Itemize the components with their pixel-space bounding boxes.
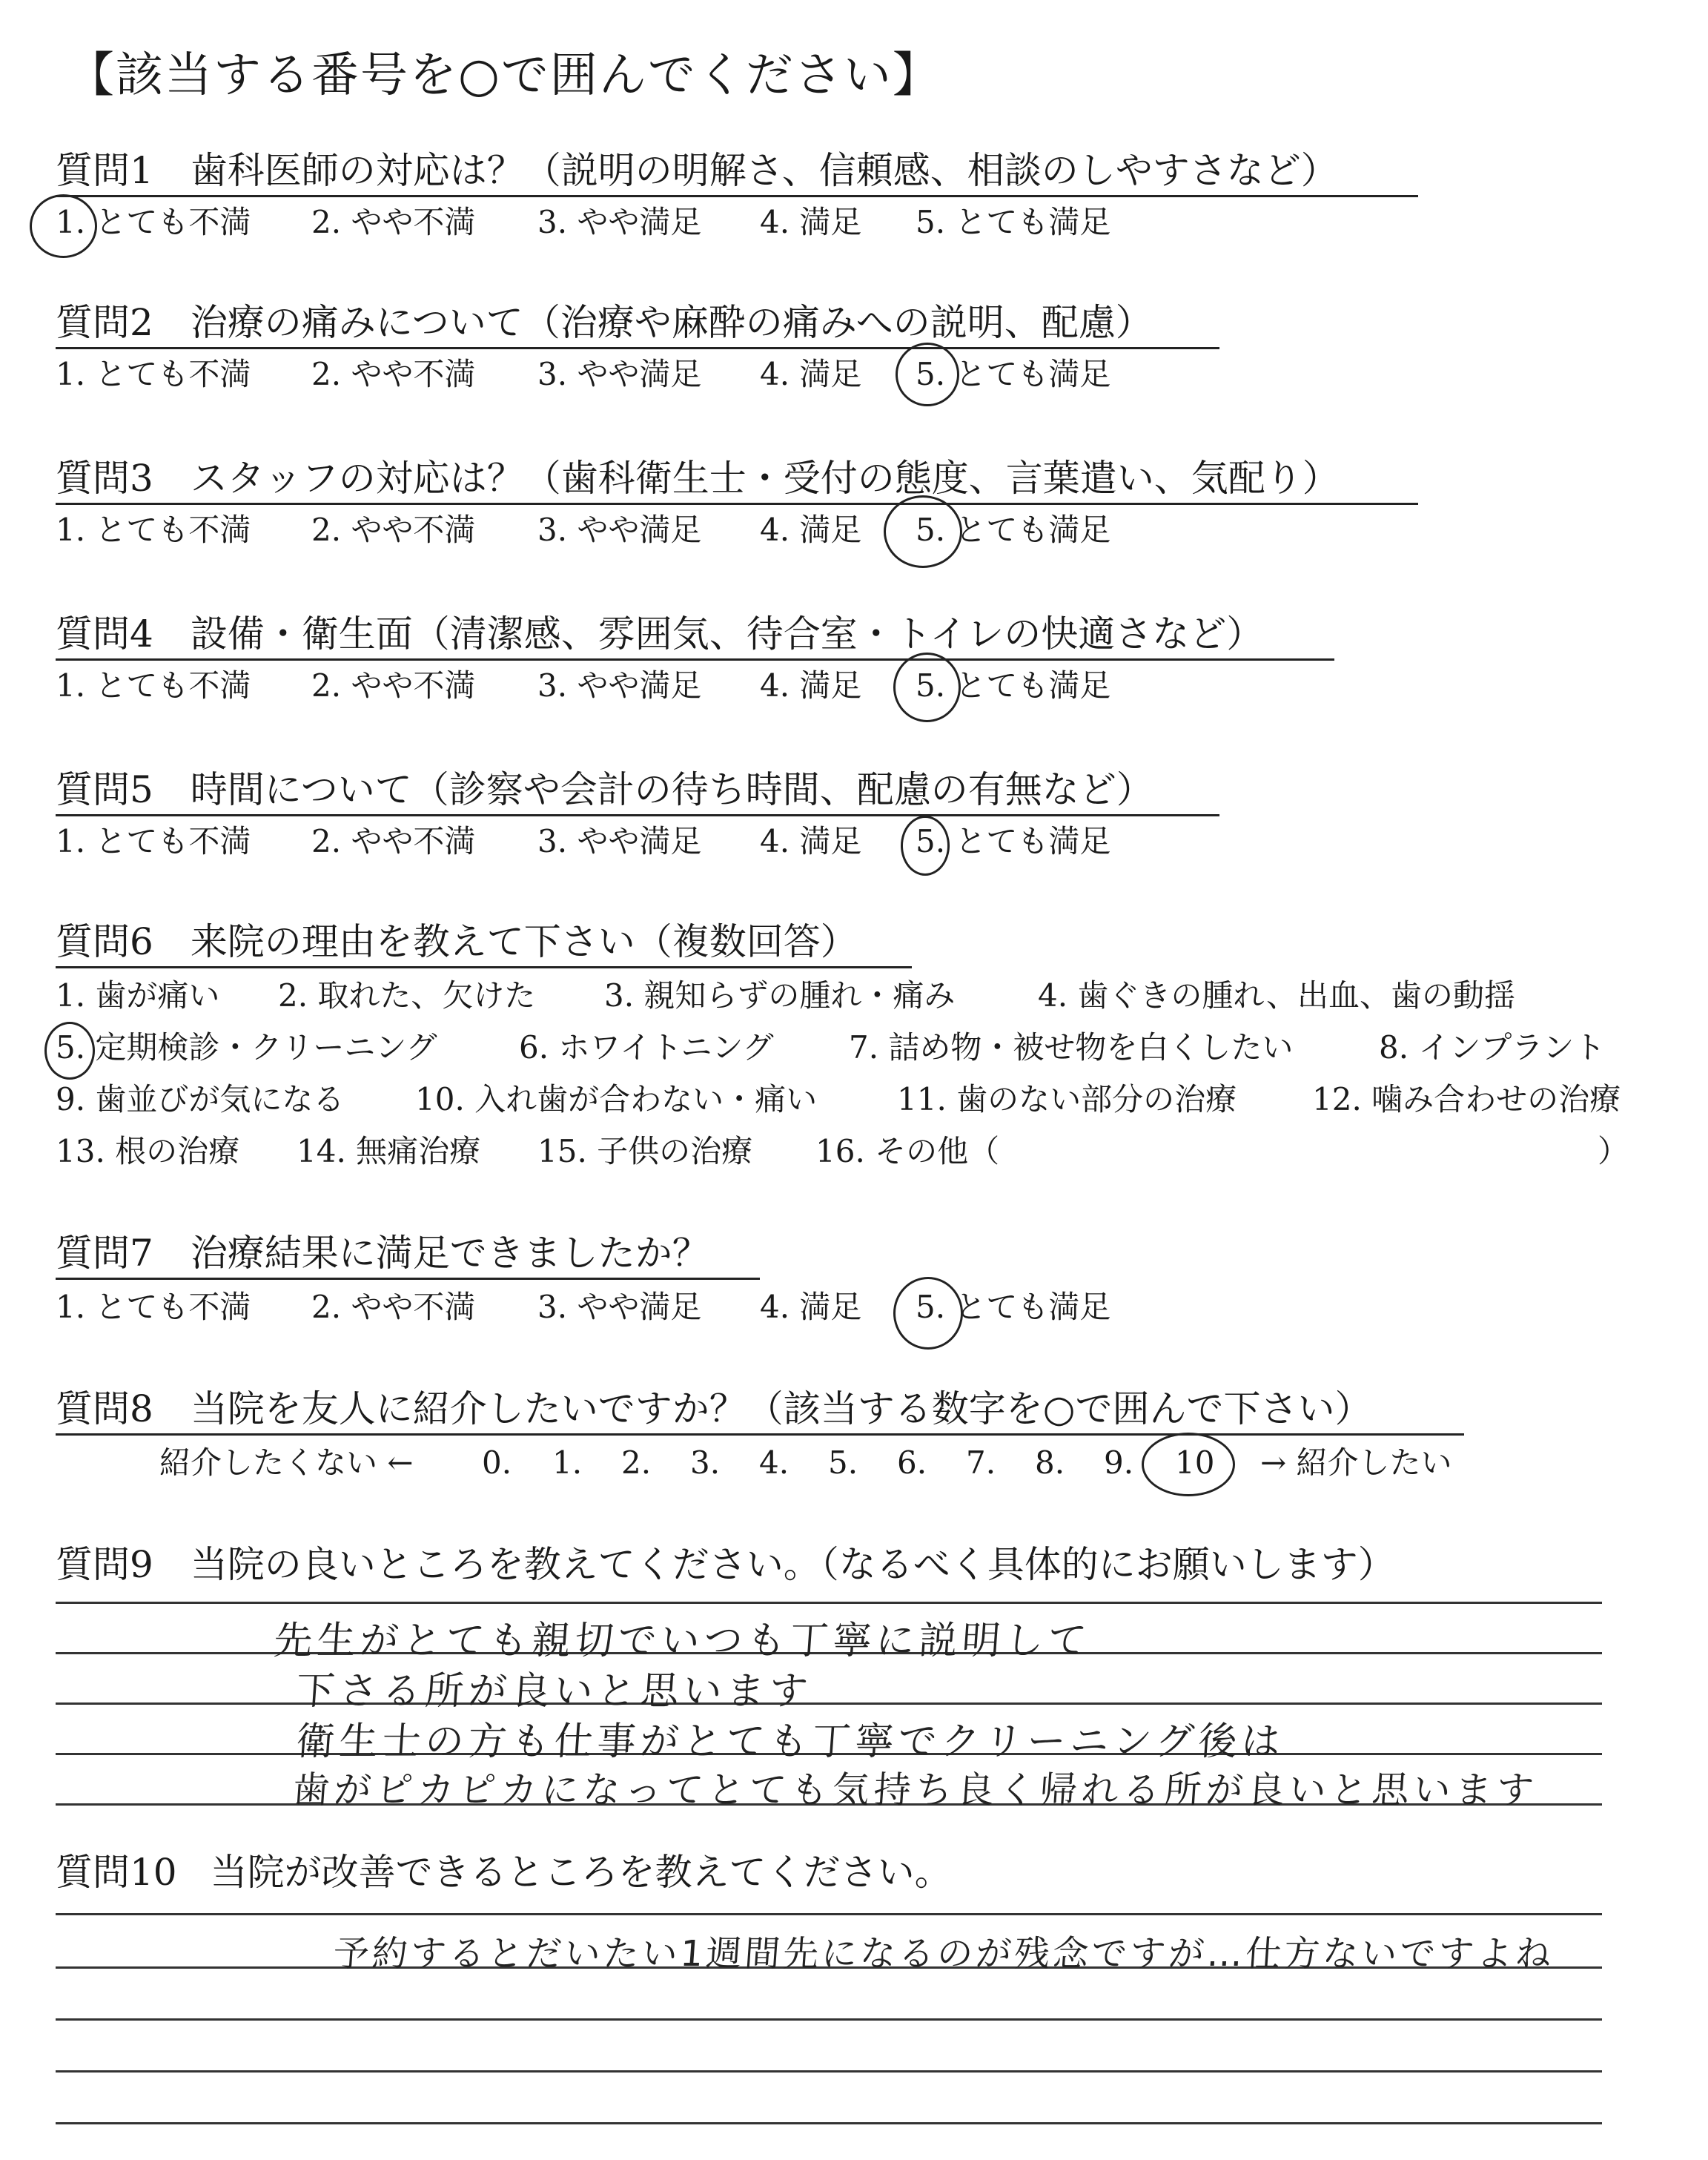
q2-option-2[interactable]: 2. やや不満 — [311, 356, 476, 392]
q7-option-5[interactable]: 5. とても満足 — [916, 1289, 1111, 1325]
q6-option-5[interactable]: 5. 定期検診・クリーニング — [56, 1029, 437, 1066]
question-text: 当院の良いところを教えてください。（なるべく具体的にお願いします） — [190, 1543, 1395, 1586]
page-title: 【該当する番号を○で囲んでください】 — [67, 48, 941, 103]
q4-option-2[interactable]: 2. やや不満 — [311, 667, 476, 704]
q8-scale-2[interactable]: 2. — [621, 1444, 652, 1481]
q3-option-5[interactable]: 5. とても満足 — [916, 512, 1111, 548]
question-10 — [56, 1850, 952, 1895]
q8-scale-5[interactable]: 5. — [828, 1444, 858, 1481]
question-text: 時間について（診察や会計の待ち時間、配慮の有無など） — [190, 768, 1153, 811]
q6-option-14[interactable]: 14. 無痛治療 — [297, 1133, 481, 1169]
question-text: 来院の理由を教えて下さい（複数回答） — [190, 920, 858, 963]
question-5 — [56, 767, 1153, 812]
question-6 — [56, 919, 858, 964]
q6-option-11[interactable]: 11. 歯のない部分の治療 — [897, 1081, 1237, 1117]
q10-handwritten-line-1: 予約するとだいたい1週間先になるのが残念ですが…仕方ないですよね — [331, 1933, 1556, 1975]
q9-handwritten-line-4: 歯がピカピカになってとても気持ち良く帰れる所が良いと思います — [291, 1768, 1540, 1811]
q6-option-6[interactable]: 6. ホワイトニング — [519, 1029, 774, 1066]
q1-option-4[interactable]: 4. 満足 — [760, 204, 862, 240]
q7-option-1[interactable]: 1. とても不満 — [56, 1289, 251, 1325]
q6-option-2[interactable]: 2. 取れた、欠けた — [278, 977, 536, 1014]
question-number: 質問10 — [56, 1851, 177, 1894]
other-close-paren: ） — [1598, 1133, 1629, 1169]
underline — [56, 966, 912, 968]
underline — [56, 347, 1219, 349]
q9-handwritten-line-3: 衛生士の方も仕事がとても丁寧でクリーニング後は — [294, 1720, 1286, 1764]
q7-option-3[interactable]: 3. やや満足 — [537, 1289, 702, 1325]
selection-circle — [901, 816, 950, 876]
q6-option-10[interactable]: 10. 入れ歯が合わない・痛い — [415, 1081, 818, 1117]
q6-option-12[interactable]: 12. 噛み合わせの治療 — [1312, 1081, 1621, 1117]
question-text: 当院が改善できるところを教えてください。 — [210, 1851, 952, 1894]
q5-option-2[interactable]: 2. やや不満 — [311, 823, 476, 859]
question-number: 質問7 — [56, 1232, 153, 1275]
q5-option-5[interactable]: 5. とても満足 — [916, 823, 1111, 859]
q3-option-2[interactable]: 2. やや不満 — [311, 512, 476, 548]
answer-rule — [56, 2070, 1602, 2073]
q9-handwritten-line-1: 先生がとても親切でいつも丁寧に説明して — [272, 1619, 1093, 1663]
q4-option-5[interactable]: 5. とても満足 — [916, 667, 1111, 704]
underline — [56, 1278, 760, 1280]
answer-rule — [56, 1913, 1602, 1915]
q1-option-1[interactable]: 1. とても不満 — [56, 204, 251, 240]
selection-circle — [893, 653, 961, 722]
q6-option-1[interactable]: 1. 歯が痛い — [56, 977, 220, 1014]
question-number: 質問3 — [56, 457, 153, 500]
selection-circle — [1142, 1433, 1235, 1496]
underline — [56, 658, 1334, 661]
question-number: 質問9 — [56, 1543, 153, 1586]
q2-option-1[interactable]: 1. とても不満 — [56, 356, 251, 392]
q1-option-3[interactable]: 3. やや満足 — [537, 204, 702, 240]
q3-option-3[interactable]: 3. やや満足 — [537, 512, 702, 548]
answer-rule — [56, 2122, 1602, 2124]
q8-scale-3[interactable]: 3. — [690, 1444, 721, 1481]
question-text: スタッフの対応は？（歯科衛生士・受付の態度、言葉遣い、気配り） — [190, 457, 1340, 500]
answer-rule — [56, 1602, 1602, 1604]
question-number: 質問4 — [56, 612, 153, 655]
q6-option-7[interactable]: 7. 詰め物・被せ物を白くしたい — [849, 1029, 1294, 1066]
question-2 — [56, 300, 1153, 345]
q6-option-8[interactable]: 8. インプラント — [1379, 1029, 1606, 1066]
q8-scale-1[interactable]: 1. — [552, 1444, 583, 1481]
selection-circle — [884, 495, 962, 568]
q3-option-4[interactable]: 4. 満足 — [760, 512, 862, 548]
question-7 — [56, 1231, 709, 1275]
q7-option-4[interactable]: 4. 満足 — [760, 1289, 862, 1325]
q6-option-3[interactable]: 3. 親知らずの腫れ・痛み — [604, 977, 956, 1014]
selection-circle — [893, 1277, 963, 1350]
q8-scale-10[interactable]: 10 — [1175, 1444, 1215, 1481]
q6-option-13[interactable]: 13. 根の治療 — [56, 1133, 240, 1169]
q6-option-4[interactable]: 4. 歯ぐきの腫れ、出血、歯の動揺 — [1038, 977, 1515, 1014]
q2-option-3[interactable]: 3. やや満足 — [537, 356, 702, 392]
q8-scale-9[interactable]: 9. — [1104, 1444, 1134, 1481]
q6-option-15[interactable]: 15. 子供の治療 — [537, 1133, 753, 1169]
q4-option-1[interactable]: 1. とても不満 — [56, 667, 251, 704]
q8-scale-8[interactable]: 8. — [1035, 1444, 1065, 1481]
question-number: 質問5 — [56, 768, 153, 811]
underline — [56, 814, 1219, 816]
question-number: 質問2 — [56, 301, 153, 344]
q1-option-2[interactable]: 2. やや不満 — [311, 204, 476, 240]
q6-option-9[interactable]: 9. 歯並びが気になる — [56, 1081, 345, 1117]
q5-option-3[interactable]: 3. やや満足 — [537, 823, 702, 859]
question-text: 当院を友人に紹介したいですか？（該当する数字を○で囲んで下さい） — [190, 1387, 1372, 1430]
q4-option-4[interactable]: 4. 満足 — [760, 667, 862, 704]
question-number: 質問1 — [56, 149, 153, 192]
question-number: 質問8 — [56, 1387, 153, 1430]
q5-option-1[interactable]: 1. とても不満 — [56, 823, 251, 859]
underline — [56, 195, 1418, 197]
question-text: 治療結果に満足できましたか？ — [190, 1232, 709, 1275]
question-8 — [56, 1387, 1371, 1431]
question-9 — [56, 1542, 1395, 1587]
question-text: 歯科医師の対応は？（説明の明解さ、信頼感、相談のしやすさなど） — [190, 149, 1338, 192]
q8-scale-6[interactable]: 6. — [897, 1444, 927, 1481]
underline — [56, 503, 1418, 505]
answer-rule — [56, 1702, 1602, 1705]
question-text: 設備・衛生面（清潔感、雰囲気、待合室・トイレの快適さなど） — [190, 612, 1264, 655]
question-number: 質問6 — [56, 920, 153, 963]
q3-option-1[interactable]: 1. とても不満 — [56, 512, 251, 548]
q8-scale-0[interactable]: 0. — [482, 1444, 512, 1481]
q9-handwritten-line-2: 下さる所が良いと思います — [294, 1669, 814, 1714]
q8-scale-4[interactable]: 4. — [759, 1444, 790, 1481]
q1-option-5[interactable]: 5. とても満足 — [916, 204, 1111, 240]
selection-circle — [896, 343, 959, 406]
q7-option-2[interactable]: 2. やや不満 — [311, 1289, 476, 1325]
question-text: 治療の痛みについて（治療や麻酔の痛みへの説明、配慮） — [190, 301, 1153, 344]
q8-right-label: → 紹介したい — [1260, 1444, 1452, 1481]
q2-option-5[interactable]: 5. とても満足 — [916, 356, 1111, 392]
q6-option-16[interactable]: 16. その他（ — [815, 1133, 1000, 1169]
q5-option-4[interactable]: 4. 満足 — [760, 823, 862, 859]
selection-circle — [44, 1022, 95, 1080]
question-3 — [56, 456, 1340, 501]
q8-left-label: 紹介したくない ← — [159, 1444, 414, 1481]
underline — [56, 1433, 1464, 1436]
q8-scale-7[interactable]: 7. — [966, 1444, 996, 1481]
question-4 — [56, 612, 1263, 656]
q4-option-3[interactable]: 3. やや満足 — [537, 667, 702, 704]
answer-rule — [56, 2018, 1602, 2021]
question-1 — [56, 148, 1338, 193]
selection-circle — [30, 194, 97, 258]
q2-option-4[interactable]: 4. 満足 — [760, 356, 862, 392]
